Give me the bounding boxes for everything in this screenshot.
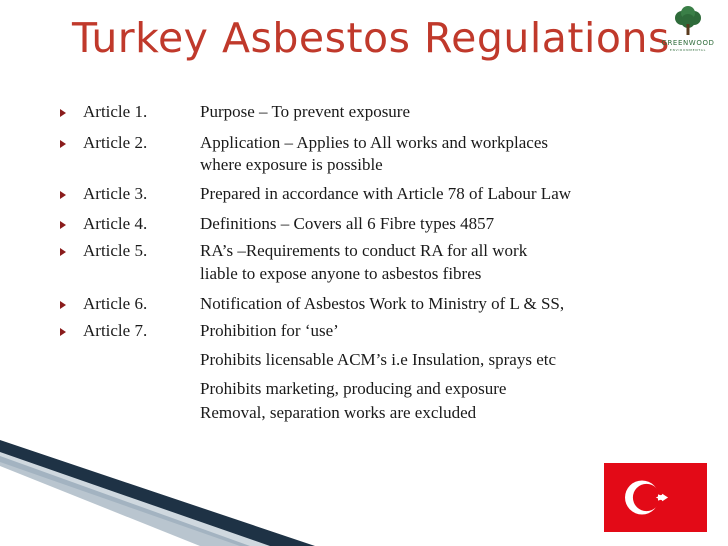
article-label: Article 1.	[83, 102, 148, 121]
triangle-bullet-icon	[60, 191, 66, 199]
article-text: Purpose – To prevent exposure	[200, 102, 411, 121]
article-text: Prohibits marketing, producing and exposure	[200, 379, 507, 398]
article-text: RA’s –Requirements to conduct RA for all work	[200, 241, 528, 260]
article-label: Article 3.	[83, 184, 148, 203]
triangle-bullet-icon	[60, 248, 66, 256]
slide-title: Turkey Asbestos Regulations	[72, 14, 670, 62]
article-text: Removal, separation works are excluded	[200, 403, 477, 422]
company-logo	[656, 6, 720, 64]
logo-name: GREENWOOD	[661, 39, 715, 47]
article-label: Article 5.	[83, 241, 148, 260]
article-text: Definitions – Covers all 6 Fibre types 4857	[200, 214, 495, 233]
article-label: Article 2.	[83, 133, 148, 152]
article-text: liable to expose anyone to asbestos fibres	[200, 264, 482, 283]
article-label: Article 7.	[83, 321, 148, 340]
triangle-bullet-icon	[60, 109, 66, 117]
article-text: Prohibition for ‘use’	[200, 321, 339, 340]
tree-logo-icon	[672, 6, 704, 38]
triangle-bullet-icon	[60, 301, 66, 309]
triangle-bullet-icon	[60, 328, 66, 336]
article-text: Prepared in accordance with Article 78 of Labour Law	[200, 184, 572, 203]
article-label: Article 4.	[83, 214, 148, 233]
article-text: where exposure is possible	[200, 155, 383, 174]
article-text: Notification of Asbestos Work to Ministry of L & SS,	[200, 294, 565, 313]
turkey-flag-icon	[604, 463, 707, 532]
logo-subtitle: ENVIRONMENTAL	[669, 48, 707, 52]
decorative-swoosh	[0, 440, 600, 546]
triangle-bullet-icon	[60, 221, 66, 229]
article-text: Application – Applies to All works and workplaces	[200, 133, 548, 152]
article-text: Prohibits licensable ACM’s i.e Insulation, sprays etc	[200, 350, 557, 369]
article-label: Article 6.	[83, 294, 148, 313]
triangle-bullet-icon	[60, 140, 66, 148]
